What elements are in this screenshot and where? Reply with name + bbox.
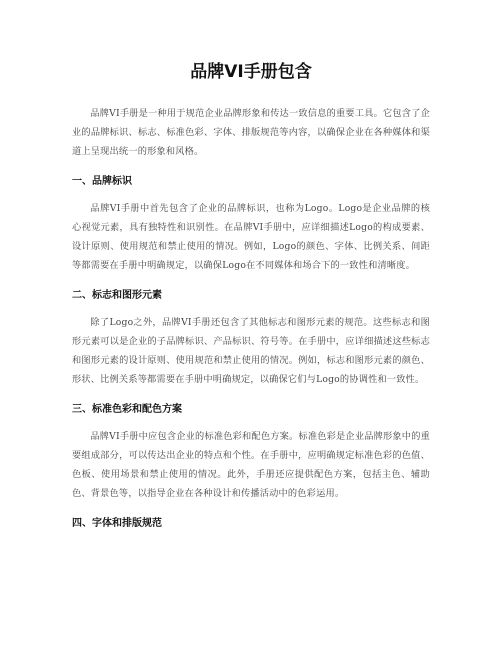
section-brand-identity xyxy=(72,175,430,275)
section-heading: 四、字体和排版规范 xyxy=(72,518,162,529)
document-title: 品牌VI手册包含 xyxy=(190,62,312,82)
section-heading: 一、品牌标识 xyxy=(72,176,132,187)
section-body: 品牌VI手册中首先包含了企业的品牌标识，也称为Logo。Logo是企业品牌的核心视觉元素，具有独特性和识别性。在品牌VI手册中，应详细描述Logo的构成要素、设计原则、使用规范和禁止使用的情况。例如，Logo的颜色、字体、比例关系、间距等都需要在手册中明确规定，以确保Logo在不同媒体和场合下的一致性和清晰度。 xyxy=(72,203,430,271)
section-heading: 二、标志和图形元素 xyxy=(72,290,162,301)
intro-paragraph: 品牌VI手册是一种用于规范企业品牌形象和传达一致信息的重要工具。它包含了企业的品牌标识、标志、标准色彩、字体、排版规范等内容，以确保企业在各种媒体和渠道上呈现出统一的形象和风格。 xyxy=(72,108,430,157)
section-typography xyxy=(72,517,430,531)
section-heading: 三、标准色彩和配色方案 xyxy=(72,404,182,415)
section-body: 品牌VI手册中应包含企业的标准色彩和配色方案。标准色彩是企业品牌形象中的重要组成部分，可以传达出企业的特点和个性。在手册中，应明确规定标准色彩的色值、色板、使用场景和禁止使用的情况。此外，手册还应提供配色方案，包括主色、辅助色、背景色等，以指导企业在各种设计和传播活动中的色彩运用。 xyxy=(72,431,430,499)
section-colors xyxy=(72,403,430,503)
section-body: 除了Logo之外，品牌VI手册还包含了其他标志和图形元素的规范。这些标志和图形元素可以是企业的子品牌标识、产品标识、符号等。在手册中，应详细描述这些标志和图形元素的设计原则、使用规范和禁止使用的情况。例如，标志和图形元素的颜色、形状、比例关系等都需要在手册中明确规定，以确保它们与Logo的协调性和一致性。 xyxy=(72,317,430,385)
section-marks-graphics xyxy=(72,289,430,389)
